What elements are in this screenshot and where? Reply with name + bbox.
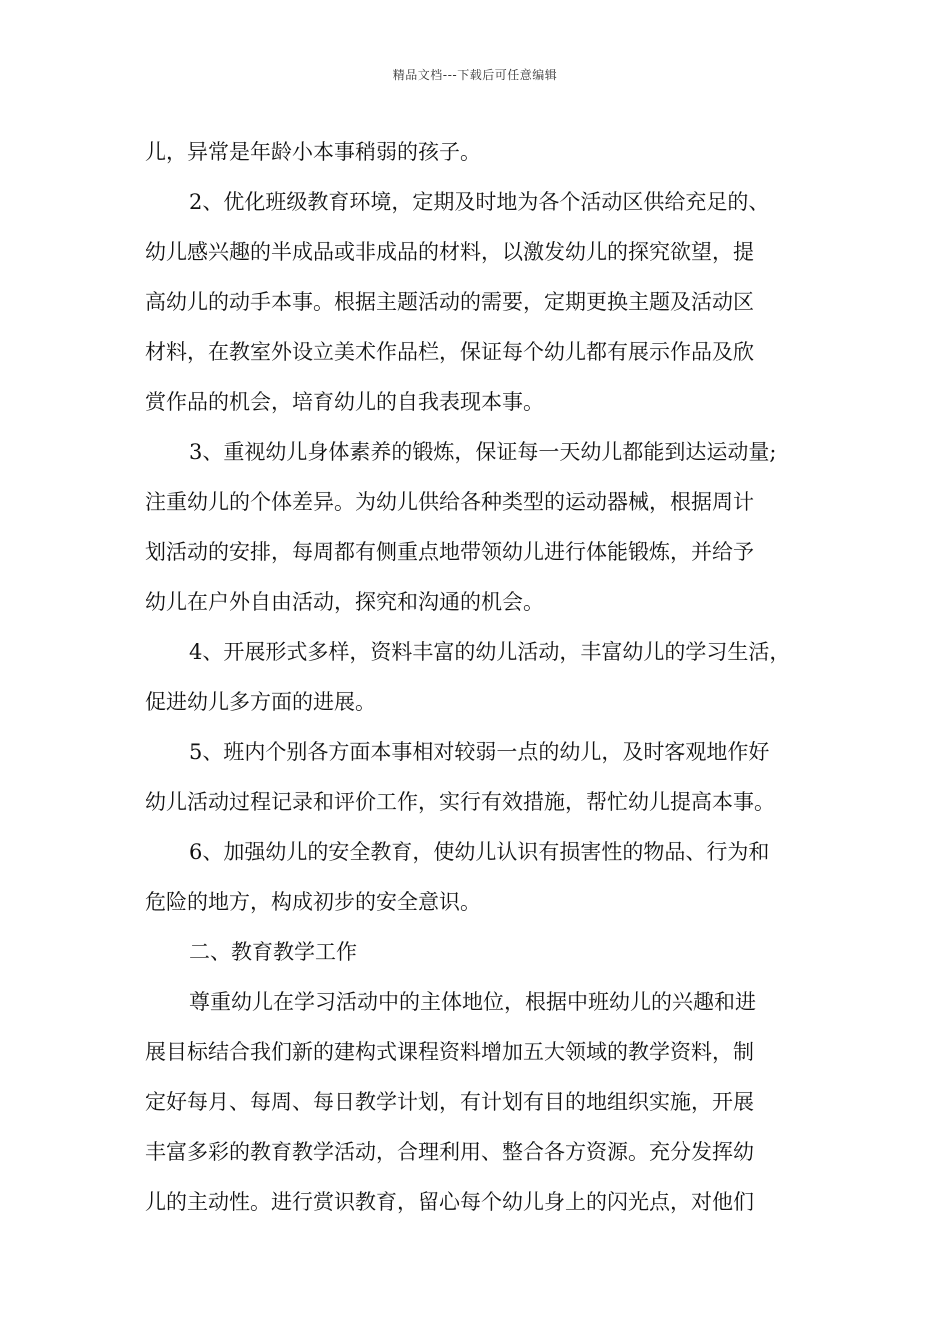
text-line: 尊重幼儿在学习活动中的主体地位，根据中班幼儿的兴趣和进	[189, 990, 756, 1014]
text-line: 3、重视幼儿身体素养的锻炼，保证每一天幼儿都能到达运动量;	[189, 440, 777, 464]
document-body	[145, 132, 813, 1232]
text-line: 2、优化班级教育环境，定期及时地为各个活动区供给充足的、	[189, 190, 770, 214]
text-line: 注重幼儿的个体差异。为幼儿供给各种类型的运动器械，根据周计	[145, 490, 754, 514]
text-line: 赏作品的机会，培育幼儿的自我表现本事。	[145, 390, 544, 414]
text-line: 幼儿活动过程记录和评价工作，实行有效措施，帮忙幼儿提高本事。	[145, 790, 775, 814]
text-line: 5、班内个别各方面本事相对较弱一点的幼儿，及时客观地作好	[189, 740, 770, 764]
text-line: 危险的地方，构成初步的安全意识。	[145, 890, 481, 914]
text-line: 高幼儿的动手本事。根据主题活动的需要，定期更换主题及活动区	[145, 290, 754, 314]
text-line: 6、加强幼儿的安全教育，使幼儿认识有损害性的物品、行为和	[189, 840, 770, 864]
text-line: 幼儿在户外自由活动，探究和沟通的机会。	[145, 590, 544, 614]
text-line: 儿，异常是年龄小本事稍弱的孩子。	[145, 140, 481, 164]
text-line: 促进幼儿多方面的进展。	[145, 690, 376, 714]
text-line: 划活动的安排，每周都有侧重点地带领幼儿进行体能锻炼，并给予	[145, 540, 754, 564]
text-line: 儿的主动性。进行赏识教育，留心每个幼儿身上的闪光点，对他们	[145, 1190, 754, 1214]
page-header: 精品文档---下载后可任意编辑	[392, 68, 558, 82]
text-line: 丰富多彩的教育教学活动，合理利用、整合各方资源。充分发挥幼	[145, 1140, 754, 1164]
text-line: 定好每月、每周、每日教学计划，有计划有目的地组织实施，开展	[145, 1090, 754, 1114]
text-line: 展目标结合我们新的建构式课程资料增加五大领域的教学资料，制	[145, 1040, 754, 1064]
text-line: 4、开展形式多样，资料丰富的幼儿活动，丰富幼儿的学习生活，	[189, 640, 791, 664]
text-line: 幼儿感兴趣的半成品或非成品的材料，以激发幼儿的探究欲望，提	[145, 240, 754, 264]
text-line: 材料，在教室外设立美术作品栏，保证每个幼儿都有展示作品及欣	[145, 340, 754, 364]
section-heading: 二、教育教学工作	[189, 940, 357, 964]
